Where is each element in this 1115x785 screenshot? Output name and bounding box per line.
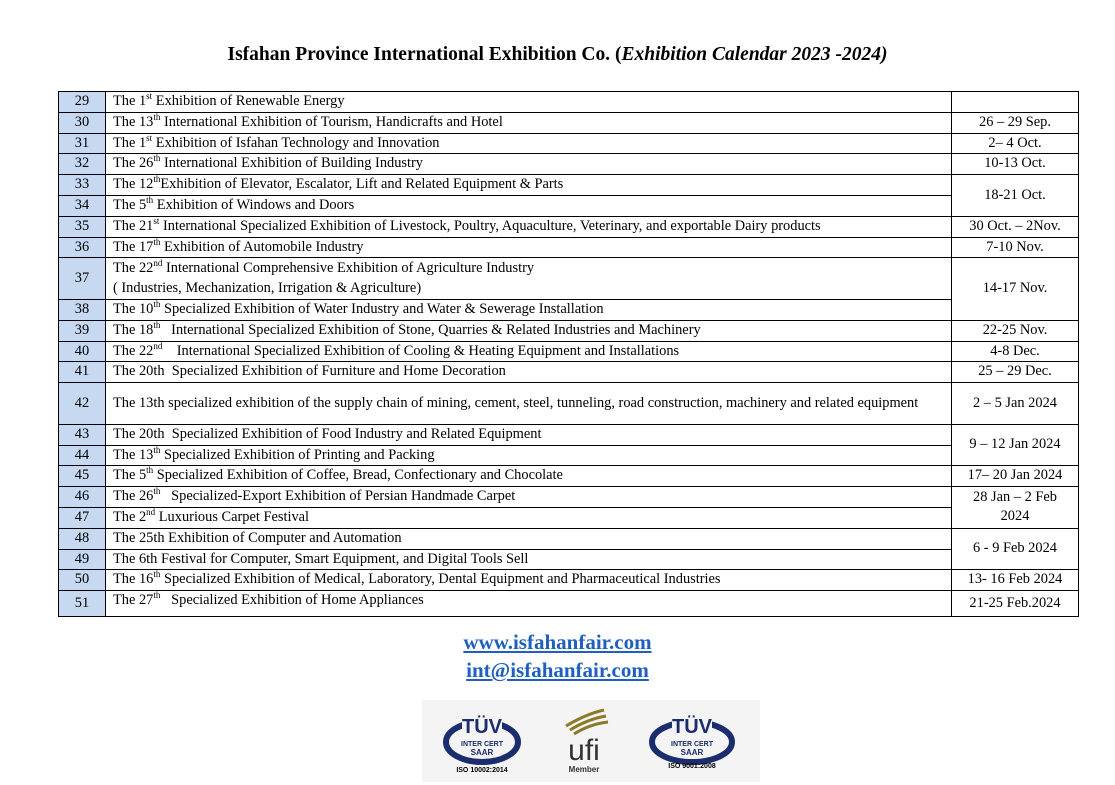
- row-number: 40: [59, 341, 106, 362]
- tuv1-brand: TÜV: [462, 716, 502, 738]
- contact-links: [0, 628, 1115, 684]
- exhibition-date: 26 – 29 Sep.: [952, 112, 1079, 133]
- exhibition-date: 2 – 5 Jan 2024: [952, 383, 1079, 425]
- ufi-member-logo: [552, 700, 622, 782]
- table-row: [59, 154, 1079, 175]
- table-row: [59, 92, 1079, 113]
- row-number: 41: [59, 362, 106, 383]
- email-link[interactable]: int@isfahanfair.com: [466, 658, 649, 682]
- exhibition-date: 30 Oct. – 2Nov.: [952, 216, 1079, 237]
- exhibition-title: The 6th Festival for Computer, Smart Equipment, and Digital Tools Sell: [106, 549, 952, 570]
- svg-text:SAAR: SAAR: [470, 748, 494, 757]
- table-row: [59, 195, 1079, 216]
- exhibition-title: The 12thExhibition of Elevator, Escalator, Lift and Related Equipment & Parts: [106, 175, 952, 196]
- exhibition-date: 6 - 9 Feb 2024: [952, 528, 1079, 570]
- tuv-iso9001-logo: [642, 700, 752, 782]
- exhibition-date: 9 – 12 Jan 2024: [952, 424, 1079, 466]
- svg-text:INTER CERT: INTER CERT: [671, 741, 713, 748]
- exhibition-title: The 26th International Exhibition of Building Industry: [106, 154, 952, 175]
- exhibition-calendar-table: [58, 91, 1079, 617]
- exhibition-title: The 1st Exhibition of Renewable Energy: [106, 92, 952, 113]
- row-number: 42: [59, 383, 106, 425]
- title-italic: Exhibition Calendar 2023 -2024): [621, 44, 888, 65]
- page-title: [0, 44, 1115, 66]
- table-row: [59, 445, 1079, 466]
- exhibition-title: The 22nd International Specialized Exhibition of Cooling & Heating Equipment and Installations: [106, 341, 952, 362]
- row-number: 43: [59, 424, 106, 445]
- row-number: 36: [59, 237, 106, 258]
- row-number: 38: [59, 299, 106, 320]
- svg-text:ISO 10002:2014: ISO 10002:2014: [456, 767, 508, 774]
- exhibition-date: 13- 16 Feb 2024: [952, 570, 1079, 591]
- row-number: 49: [59, 549, 106, 570]
- exhibition-title: The 5th Specialized Exhibition of Coffee, Bread, Confectionary and Chocolate: [106, 466, 952, 487]
- exhibition-title: The 26th Specialized-Export Exhibition of Persian Handmade Carpet: [106, 487, 952, 508]
- row-number: 46: [59, 487, 106, 508]
- svg-text:ISO 9001:2008: ISO 9001:2008: [668, 763, 716, 770]
- exhibition-date: 17– 20 Jan 2024: [952, 466, 1079, 487]
- exhibition-date: [952, 92, 1079, 113]
- exhibition-title: The 2nd Luxurious Carpet Festival: [106, 507, 952, 528]
- table-row: [59, 528, 1079, 549]
- row-number: 50: [59, 570, 106, 591]
- exhibition-title: The 1st Exhibition of Isfahan Technology and Innovation: [106, 133, 952, 154]
- exhibition-date: 2– 4 Oct.: [952, 133, 1079, 154]
- row-number: 44: [59, 445, 106, 466]
- table-row: [59, 112, 1079, 133]
- website-link[interactable]: www.isfahanfair.com: [463, 630, 652, 654]
- exhibition-title: The 17th Exhibition of Automobile Industry: [106, 237, 952, 258]
- table-row: [59, 362, 1079, 383]
- table-row: [59, 383, 1079, 425]
- svg-text:ufi: ufi: [568, 734, 600, 767]
- row-number: 47: [59, 507, 106, 528]
- exhibition-title: The 13th specialized exhibition of the supply chain of mining, cement, steel, tunneling, road construction, machinery and related equipment: [106, 383, 952, 425]
- exhibition-date: 18-21 Oct.: [952, 175, 1079, 217]
- exhibition-date: 25 – 29 Dec.: [952, 362, 1079, 383]
- row-number: 39: [59, 320, 106, 341]
- title-main: Isfahan Province International Exhibition Co. (: [227, 44, 622, 65]
- table-row: [59, 299, 1079, 320]
- exhibition-title: The 13th International Exhibition of Tourism, Handicrafts and Hotel: [106, 112, 952, 133]
- svg-text:Member: Member: [568, 765, 600, 774]
- row-number: 48: [59, 528, 106, 549]
- table-row: [59, 487, 1079, 508]
- exhibition-date: 14-17 Nov.: [952, 258, 1079, 320]
- exhibition-title: The 16th Specialized Exhibition of Medical, Laboratory, Dental Equipment and Pharmaceutical Industries: [106, 570, 952, 591]
- exhibition-title: The 10th Specialized Exhibition of Water Industry and Water & Sewerage Installation: [106, 299, 952, 320]
- table-row: [59, 466, 1079, 487]
- table-row: [59, 507, 1079, 528]
- row-number: 29: [59, 92, 106, 113]
- exhibition-title: The 20th Specialized Exhibition of Furniture and Home Decoration: [106, 362, 952, 383]
- row-number: 51: [59, 591, 106, 617]
- exhibition-title: The 13th Specialized Exhibition of Printing and Packing: [106, 445, 952, 466]
- row-number: 35: [59, 216, 106, 237]
- exhibition-title: The 20th Specialized Exhibition of Food Industry and Related Equipment: [106, 424, 952, 445]
- tuv-iso10002-logo: [434, 700, 544, 782]
- table-row: [59, 216, 1079, 237]
- table-row: [59, 133, 1079, 154]
- table-row: [59, 424, 1079, 445]
- row-number: 45: [59, 466, 106, 487]
- table-row: [59, 570, 1079, 591]
- certification-logos: [422, 700, 760, 782]
- exhibition-title: The 22nd International Comprehensive Exhibition of Agriculture Industry ( Industries, Mechanization, Irrigation & Agriculture): [106, 258, 952, 300]
- row-number: 31: [59, 133, 106, 154]
- exhibition-date: 4-8 Dec.: [952, 341, 1079, 362]
- table-row: [59, 237, 1079, 258]
- exhibition-date: 22-25 Nov.: [952, 320, 1079, 341]
- svg-text:SAAR: SAAR: [680, 748, 704, 757]
- table-row: [59, 320, 1079, 341]
- svg-text:INTER CERT: INTER CERT: [461, 741, 503, 748]
- exhibition-title: The 5th Exhibition of Windows and Doors: [106, 195, 952, 216]
- svg-text:TÜV: TÜV: [672, 716, 712, 738]
- exhibition-title: The 18th International Specialized Exhibition of Stone, Quarries & Related Industries and Machinery: [106, 320, 952, 341]
- exhibition-date: 28 Jan – 2 Feb 2024: [952, 487, 1079, 529]
- table-row: [59, 175, 1079, 196]
- exhibition-title: The 27th Specialized Exhibition of Home Appliances: [106, 591, 952, 617]
- exhibition-date: 7-10 Nov.: [952, 237, 1079, 258]
- row-number: 30: [59, 112, 106, 133]
- table-row: [59, 341, 1079, 362]
- table-row: [59, 258, 1079, 300]
- exhibition-title: The 25th Exhibition of Computer and Automation: [106, 528, 952, 549]
- exhibition-date: 10-13 Oct.: [952, 154, 1079, 175]
- exhibition-title: The 21st International Specialized Exhibition of Livestock, Poultry, Aquaculture, Veterinary, and exportable Dairy products: [106, 216, 952, 237]
- table-row: [59, 549, 1079, 570]
- row-number: 33: [59, 175, 106, 196]
- table-row: [59, 591, 1079, 617]
- exhibition-date: 21-25 Feb.2024: [952, 591, 1079, 617]
- row-number: 34: [59, 195, 106, 216]
- row-number: 32: [59, 154, 106, 175]
- row-number: 37: [59, 258, 106, 300]
